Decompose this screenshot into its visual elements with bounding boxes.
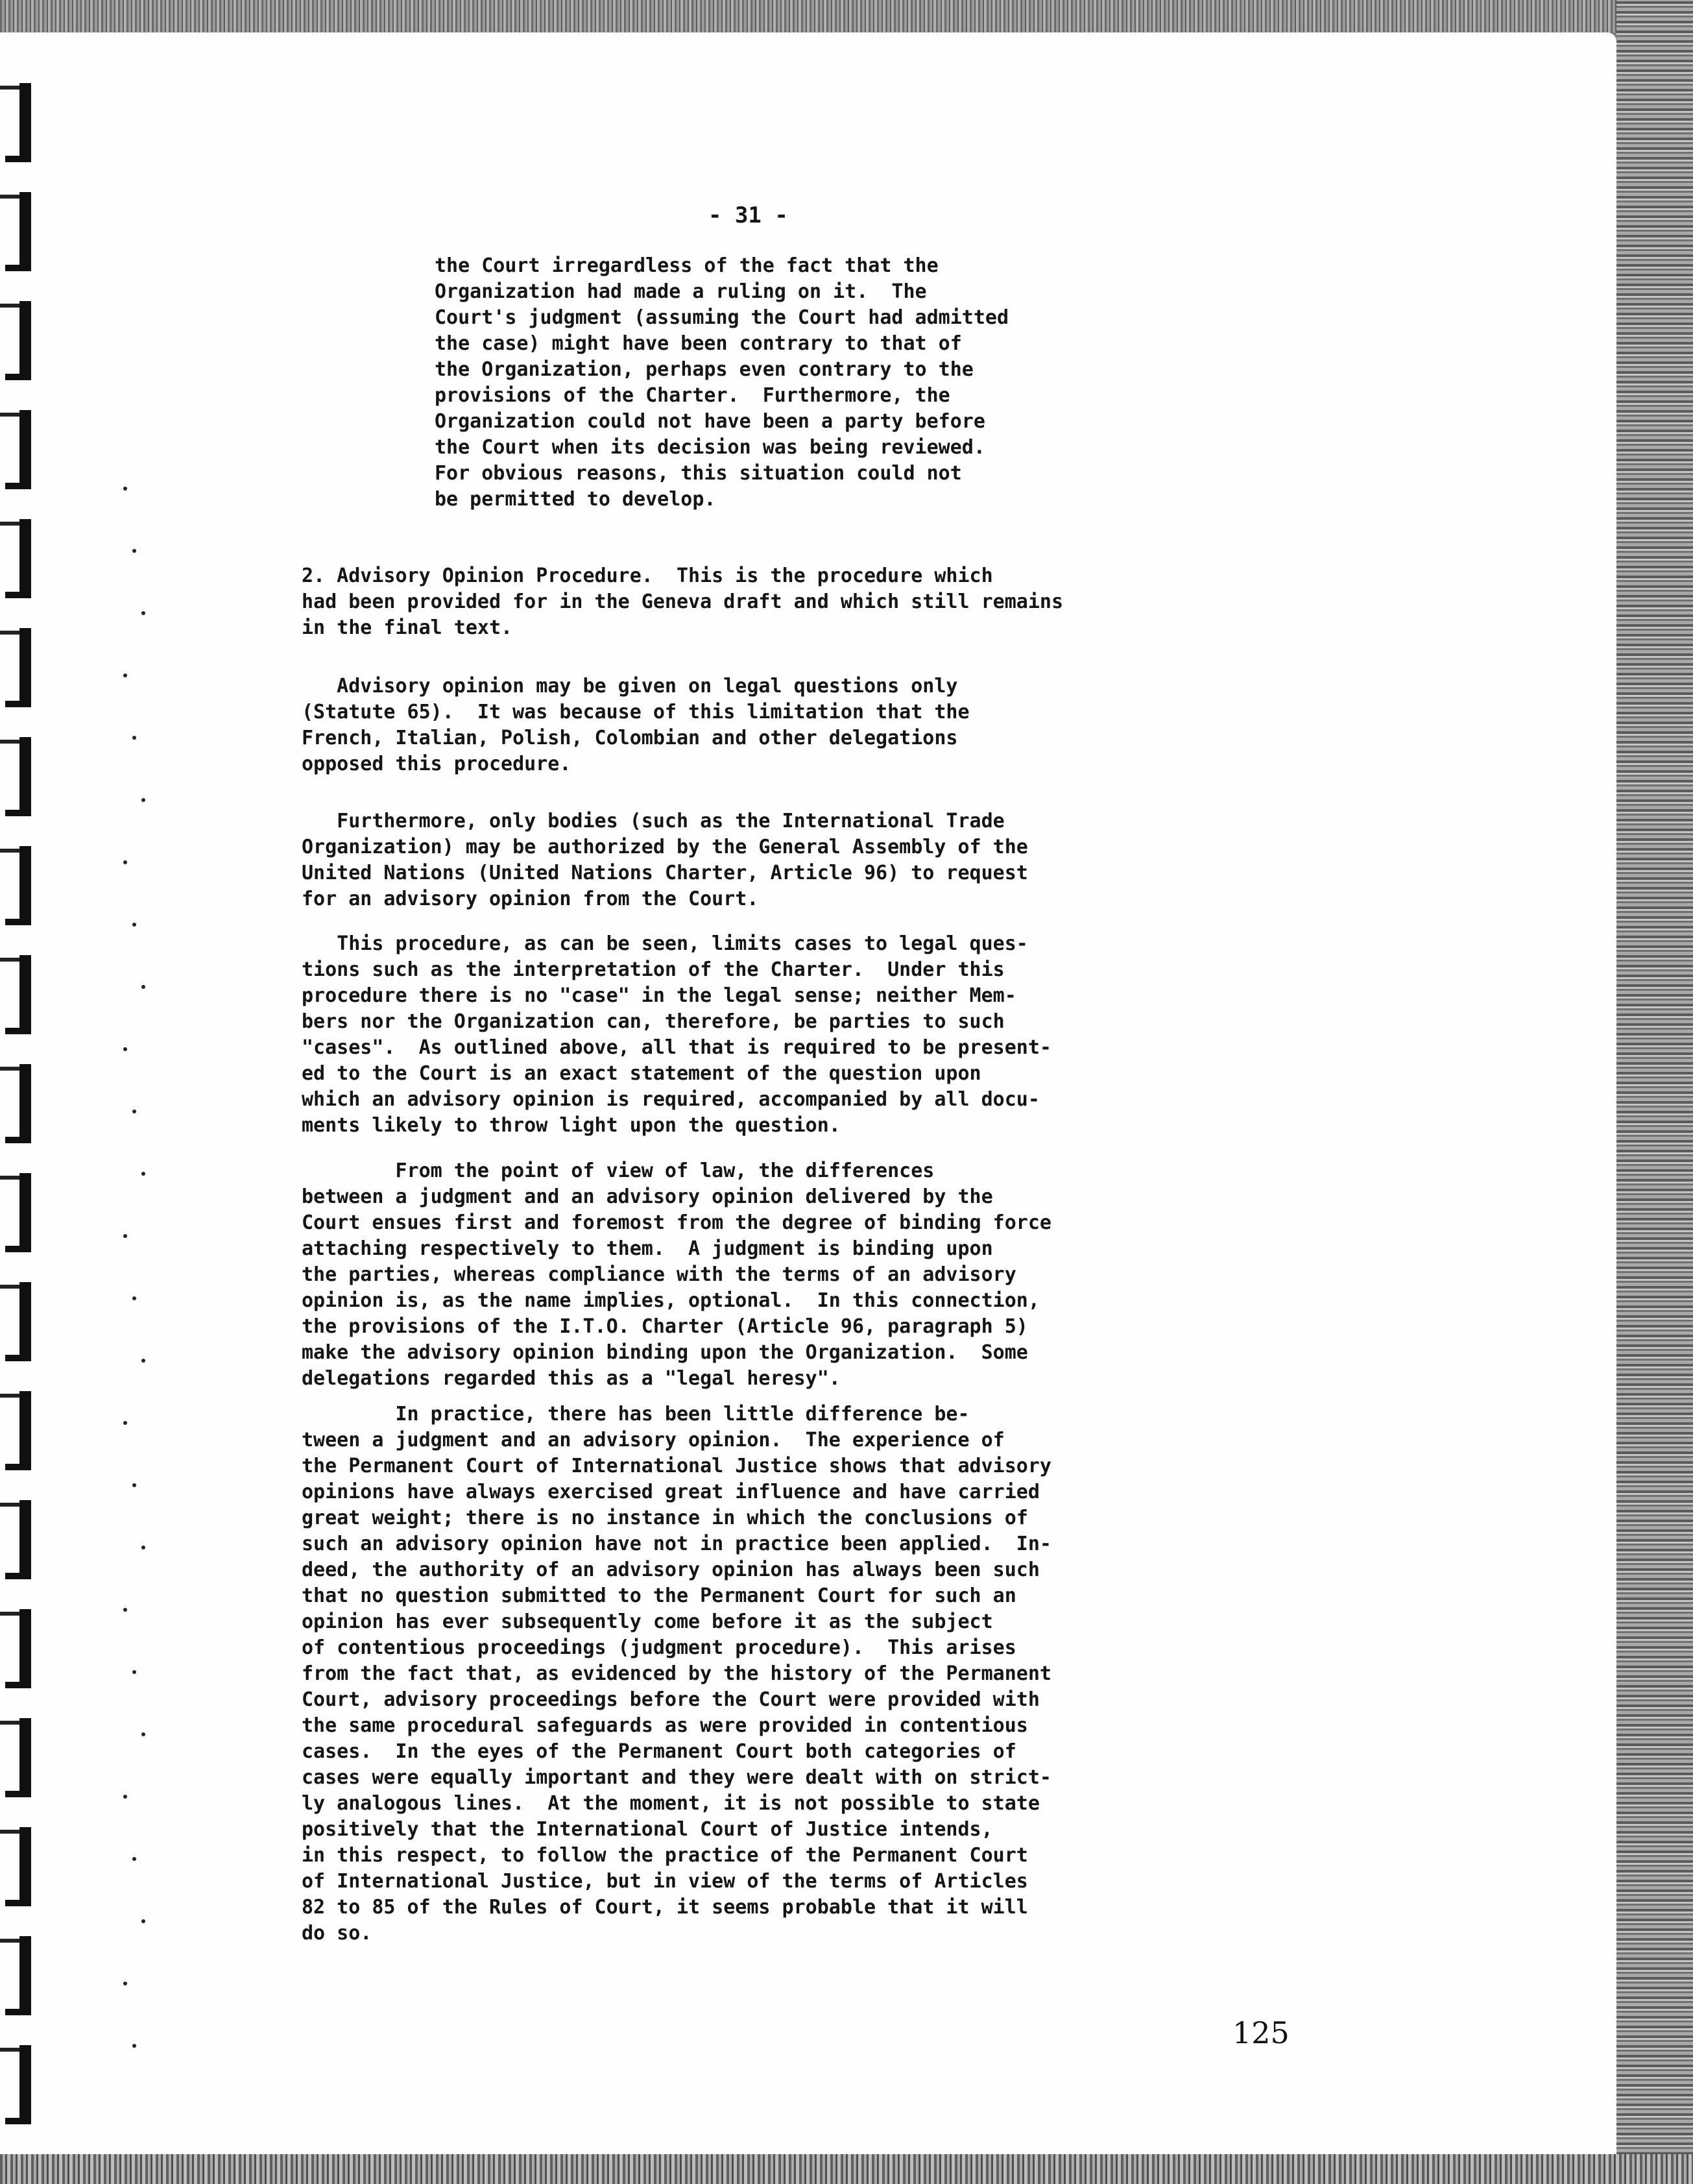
scan-border-right bbox=[1616, 0, 1693, 2184]
document-page bbox=[0, 32, 1616, 2154]
binder-ring bbox=[0, 1064, 35, 1143]
binder-ring bbox=[0, 2045, 35, 2124]
binder-ring bbox=[0, 1609, 35, 1688]
paragraph-continuation: the Court irregardless of the fact that the Organization had made a ruling on it. The Court's judgment (assuming the Court had admitted the case) might have been contrary to that of the Organization, perhaps even contrary to the provisions of the Charter. Furthermore, the Organization could not have been a party before the Court when its decision was being reviewed. For obvious reasons, this situation could not be permitted to develop. bbox=[435, 254, 1009, 511]
paragraph-section-heading: 2. Advisory Opinion Procedure. This is the procedure which had been provided for in the Geneva draft and which still remains in the final text. bbox=[302, 564, 1063, 639]
paragraph: Furthermore, only bodies (such as the International Trade Organization) may be authorized by the General Assembly of the United Nations (United Nations Charter, Article 96) to request for an advisory opinion from the Court. bbox=[302, 810, 1028, 910]
binder-ring bbox=[0, 1936, 35, 2015]
binder-rings bbox=[0, 32, 71, 2154]
paragraph: This procedure, as can be seen, limits cases to legal ques- tions such as the interpretation of the Charter. Under this procedure there is no "case" in the legal sense; neither Mem- bers nor the Organization can, therefore, be parties to such "cases". As outlined above, all that is required to be present- ed to the Court is an exact statement of the question upon which an advisory opinion is required, accompanied by all docu- ments likely to throw light upon the question. bbox=[302, 932, 1051, 1137]
binder-ring bbox=[0, 1500, 35, 1579]
binder-ring bbox=[0, 83, 35, 162]
paragraph: From the point of view of law, the differences between a judgment and an advisory opinion delivered by the Court ensues first and foremost from the degree of binding force attaching respectively to them. A judgment is binding upon the parties, whereas compliance with the terms of an advisory opinion is, as the name implies, optional. In this connection, the provisions of the I.T.O. Charter (Article 96, paragraph 5) make the advisory opinion binding upon the Organization. Some delegations regarded this as a "legal heresy". bbox=[302, 1159, 1051, 1390]
paragraph: Advisory opinion may be given on legal questions only (Statute 65). It was because of this limitation that the French, Italian, Polish, Colombian and other delegations opposed this procedure. bbox=[302, 675, 970, 775]
binder-ring bbox=[0, 846, 35, 925]
scan-speck bbox=[141, 798, 145, 802]
scan-speck bbox=[141, 1359, 145, 1363]
paragraph: In practice, there has been little difference be- tween a judgment and an advisory opinion. The experience of the Permanent Court of International Justice shows that advisory opinions have always exercised great influence and have carried great weight; there is no instance in which the conclusions of such an advisory opinion have not in practice been applied. In- deed, the authority of an advisory opinion has always been such that no question submitted to the Permanent Court for such an opinion has ever subsequently come before it as the subject of contentious proceedings (judgment procedure). This arises from the fact that, as evidenced by the history of the Permanent Court, advisory proceedings before the Court were provided with the same procedural safeguards as were provided in contentious cases. In the eyes of the Permanent Court both categories of cases were equally important and they were dealt with on strict- ly analogous lines. At the moment, it is not possible to state positively that the International Court of Justice intends, in this respect, to follow the practice of the Permanent Court of International Justice, but in view of the terms of Articles 82 to 85 of the Rules of Court, it seems probable that it will do so. bbox=[302, 1403, 1051, 1945]
binder-ring bbox=[0, 519, 35, 598]
scan-speck bbox=[123, 1608, 127, 1612]
binder-ring bbox=[0, 737, 35, 816]
binder-ring bbox=[0, 955, 35, 1034]
scan-speck bbox=[141, 611, 145, 615]
binder-ring bbox=[0, 1282, 35, 1361]
scan-speck bbox=[132, 1296, 136, 1300]
scan-speck bbox=[141, 1172, 145, 1176]
scan-speck bbox=[132, 736, 136, 740]
binder-ring bbox=[0, 628, 35, 707]
scan-speck bbox=[132, 1110, 136, 1113]
scan-speck bbox=[132, 549, 136, 553]
folio-number: 125 bbox=[1232, 2015, 1290, 2050]
scan-speck bbox=[123, 1795, 127, 1799]
scan-speck bbox=[123, 860, 127, 864]
scan-speck bbox=[132, 1670, 136, 1674]
scan-speck bbox=[123, 673, 127, 677]
scan-speck bbox=[123, 1982, 127, 1985]
scan-speck bbox=[141, 1546, 145, 1549]
binder-ring bbox=[0, 410, 35, 489]
scan-border-top bbox=[0, 0, 1693, 32]
scan-speck bbox=[123, 1421, 127, 1425]
binder-ring bbox=[0, 1173, 35, 1252]
scan-speck bbox=[132, 1483, 136, 1487]
scan-speck bbox=[132, 1857, 136, 1861]
binder-ring bbox=[0, 301, 35, 380]
scan-speck bbox=[132, 2044, 136, 2048]
scan-border-bottom bbox=[0, 2154, 1693, 2184]
scan-speck bbox=[132, 923, 136, 927]
binder-ring bbox=[0, 1718, 35, 1797]
scan-speck bbox=[123, 1234, 127, 1238]
scan-speck bbox=[123, 487, 127, 491]
scan-speck bbox=[141, 1919, 145, 1923]
binder-ring bbox=[0, 192, 35, 271]
binder-ring bbox=[0, 1827, 35, 1906]
page-number: - 31 - bbox=[708, 202, 788, 228]
binder-ring bbox=[0, 1391, 35, 1470]
scan-speck bbox=[123, 1047, 127, 1051]
scan-speck bbox=[141, 985, 145, 989]
scan-speck bbox=[141, 1732, 145, 1736]
